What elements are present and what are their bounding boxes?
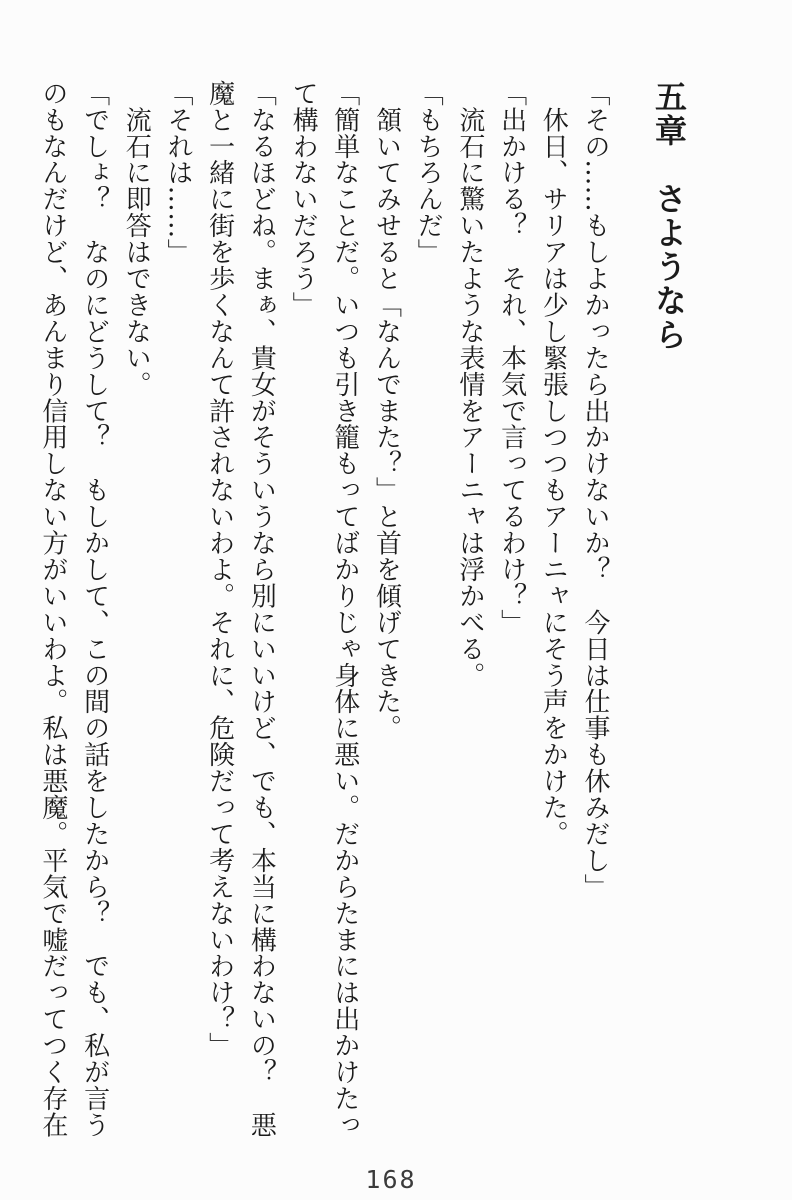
body-text [31,80,615,1138]
page-number: 168 [365,1165,417,1194]
paragraph: 休日、サリアは少し緊張しつつもアーニャにそう声をかけた。 [538,80,569,848]
paragraph: 「それは……」 [162,80,193,266]
paragraph: 「出かける？ それ、本気で言ってるわけ？」 [496,80,527,636]
paragraph: 「でしょ？ なのにどうして？ もしかして、この間の話をしたから？ でも、私が言うのもなんだけど、あんまり信用しない方がいいわよ。私は悪魔。平気で嘘だってつく存在 [37,80,110,1138]
paragraph: 「なるほどね。まぁ、貴女がそういうなら別にいいけど、でも、本当に構わないの？ 悪魔と一緒に街を歩くなんて許されないわよ。それに、危険だって考えないわけ？」 [204,80,277,1138]
paragraph: 「その……もしよかったら出かけないか？ 今日は仕事も休みだし」 [580,80,610,900]
chapter-heading: 五章 さようなら [650,80,688,352]
paragraph: 流石に即答はできない。 [121,80,152,398]
text-block [31,80,690,1138]
paragraph: 頷いてみせると「なんでまた？」と首を傾げてきた。 [371,80,402,742]
paragraph: 流石に驚いたような表情をアーニャは浮かべる。 [454,80,485,689]
paragraph: 「簡単なことだ。いつも引き籠もってばかりじゃ身体に悪い。だからたまには出かけたって構わないだろう」 [288,80,360,1138]
paragraph: 「もちろんだ」 [413,80,444,266]
